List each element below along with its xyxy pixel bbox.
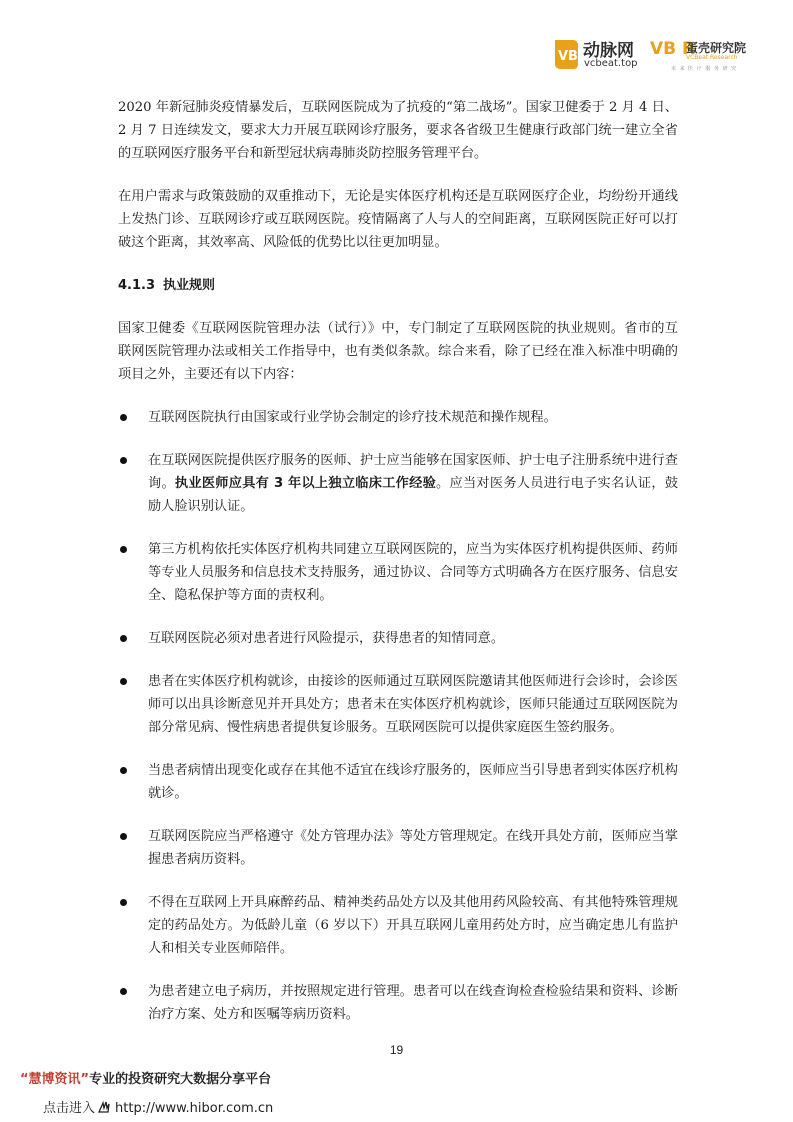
footer-slogan-text: 专业的投资研究大数据分享平台 (89, 1072, 272, 1087)
list-item: 互联网医院执行由国家或行业学协会制定的诊疗技术规范和操作规程。 (118, 406, 678, 429)
section-heading (118, 274, 678, 297)
vcbeat-research-tagline: 未 来 医 疗 服 务 研 究 (671, 66, 738, 72)
section-number: 4.1.3 (118, 278, 156, 293)
bullet-icon (120, 546, 127, 553)
bullet-icon (120, 899, 127, 906)
list-item: 互联网医院应当严格遵守《处方管理办法》等处方管理规定。在线开具处方前，医师应当掌握患者病历资料。 (118, 825, 678, 871)
vcbeat-logo-text: 动脉网 (583, 41, 634, 61)
paragraph-demand: 在用户需求与政策鼓励的双重推动下，无论是实体医疗机构还是互联网医疗企业，均纷纷开通线上发热门诊、互联网诊疗或互联网医院。疫情隔离了人与人的空间距离，互联网医院正好可以打破这个距离，其效率高、风险低的优势比以往更加明显。 (118, 189, 678, 250)
svg-text:VB: VB (558, 49, 578, 64)
footer-brand: “慧博资讯” (20, 1072, 90, 1087)
bullet-icon (120, 414, 127, 421)
vcbeat-research-cn: 蛋壳研究院 (686, 41, 747, 55)
list-item: 在互联网医院提供医疗服务的医师、护士应当能够在国家医师、护士电子注册系统中进行查询。执业医师应具有 3 年以上独立临床工作经验。应当对医务人员进行电子实名认证，鼓励人脸识别认证。 (118, 449, 678, 518)
header-logos (553, 36, 768, 76)
rules-list (118, 406, 678, 1026)
list-item: 不得在互联网上开具麻醉药品、精神类药品处方以及其他用药风险较高、有其他特殊管理规定的药品处方。为低龄儿童（6 岁以下）开具互联网儿童用药处方时，应当确定患儿有监护人和相关专业医师陪伴。 (118, 891, 678, 960)
paragraph-intro: 国家卫健委《互联网医院管理办法（试行）》中，专门制定了互联网医院的执业规则。省市的互联网医院管理办法或相关工作指导中，也有类似条款。综合来看，除了已经在准入标准中明确的项目之外，主要还有以下内容： (118, 321, 678, 382)
vcbeat-logo-icon (553, 38, 579, 70)
section-title: 执业规则 (163, 278, 216, 293)
pointing-hand-icon (97, 1100, 113, 1114)
bullet-icon (120, 833, 127, 840)
footer-slogan (20, 1068, 271, 1087)
footer-enter-text: 点击进入 (43, 1101, 96, 1116)
list-item: 为患者建立电子病历，并按照规定进行管理。患者可以在线查询检查检验结果和资料、诊断治疗方案、处方和医嘱等病历资料。 (118, 980, 678, 1026)
bullet-icon (120, 635, 127, 642)
list-item: 患者在实体医疗机构就诊，由接诊的医师通过互联网医院邀请其他医师进行会诊时，会诊医师可以出具诊断意见并开具处方；患者未在实体医疗机构就诊，医师只能通过互联网医院为部分常见病、慢性病患者提供复诊服务。互联网医院可以提供家庭医生签约服务。 (118, 670, 678, 739)
bullet-icon (120, 988, 127, 995)
list-item: 第三方机构依托实体医疗机构共同建立互联网医院的，应当为实体医疗机构提供医师、药师等专业人员服务和信息技术支持服务，通过协议、合同等方式明确各方在医疗服务、信息安全、隐私保护等方面的责权利。 (118, 538, 678, 607)
document-body (118, 96, 678, 1046)
list-item: 当患者病情出现变化或存在其他不适宜在线诊疗服务的，医师应当引导患者到实体医疗机构就诊。 (118, 759, 678, 805)
footer-link[interactable] (43, 1097, 273, 1116)
page-number: 19 (389, 1043, 404, 1057)
emphasis-text: 执业医师应具有 3 年以上独立临床工作经验 (174, 476, 437, 491)
vcbeat-research-en: VCBeat Research (686, 54, 738, 61)
vcbeat-url: vcbeat.top (584, 58, 638, 69)
footer-url[interactable]: http://www.hibor.com.cn (115, 1101, 274, 1116)
list-item: 互联网医院必须对患者进行风险提示，获得患者的知情同意。 (118, 627, 678, 650)
bullet-icon (120, 678, 127, 685)
bullet-icon (120, 457, 127, 464)
paragraph-covid: 2020 年新冠肺炎疫情暴发后，互联网医院成为了抗疫的“第二战场”。国家卫健委于 2 月 4 日、2 月 7 日连续发文，要求大力开展互联网诊疗服务，要求各省级卫生健康行政部门统一建立全省的互联网医疗服务平台和新型冠状病毒肺炎防控服务管理平台。 (118, 100, 678, 161)
vcbeat-research-mark: VB R (650, 39, 696, 59)
bullet-icon (120, 767, 127, 774)
